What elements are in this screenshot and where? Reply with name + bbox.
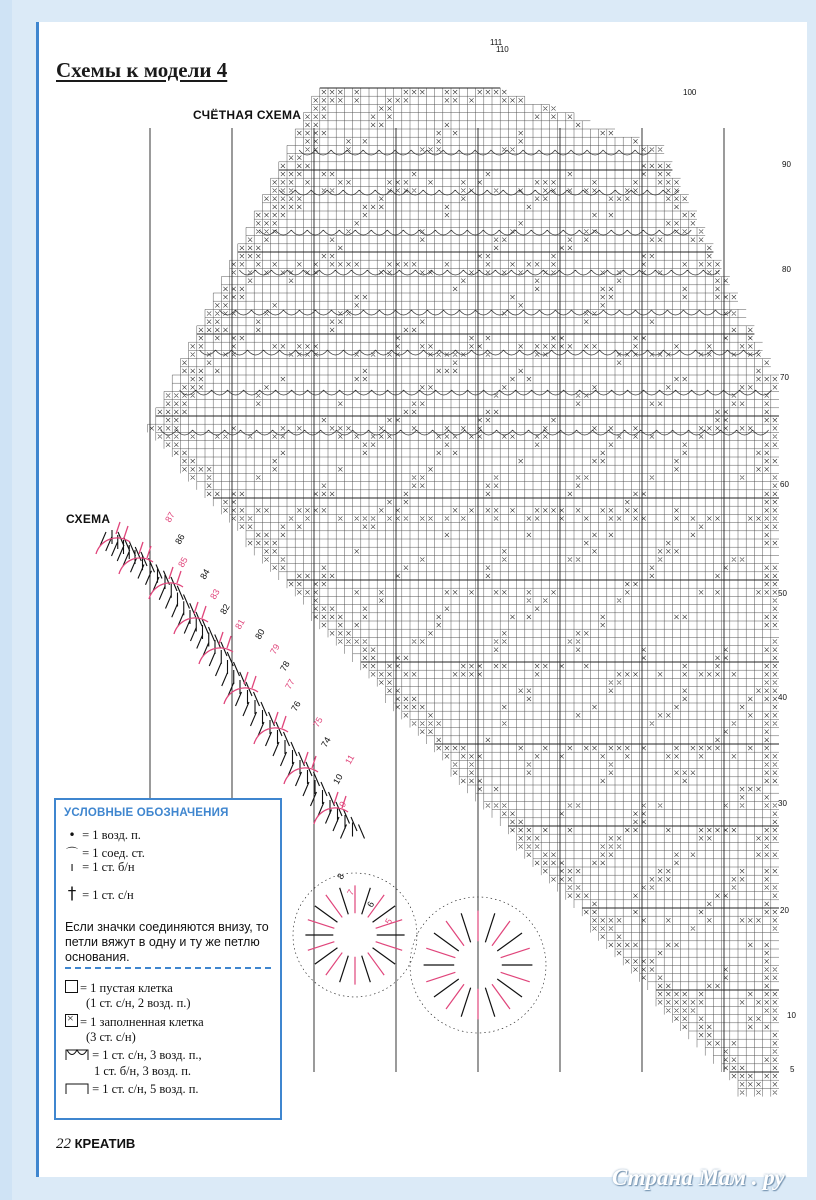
stitch-row-number: 6: [365, 899, 377, 909]
stitch-row-number: 8: [335, 871, 347, 881]
stitch-row-number: 78: [278, 659, 292, 673]
row-number: 10: [787, 1011, 796, 1020]
scheme-label: СХЕМА: [66, 512, 111, 526]
single-crochet-icon: ı: [70, 860, 74, 874]
legend-item-arch: = 1 ст. с/н, 3 возд. п.,: [65, 1048, 202, 1063]
stitch-row-number: 79: [268, 642, 282, 656]
stitch-row-number: 85: [176, 555, 190, 569]
stitch-row-number: 87: [163, 510, 177, 524]
legend-item-empty-cell-detail: (1 ст. с/н, 2 возд. п.): [86, 996, 191, 1010]
row-number: 40: [778, 693, 787, 702]
stitch-row-number: 82: [218, 602, 232, 616]
row-number: 5: [790, 1065, 795, 1074]
row-number: 100: [683, 88, 697, 97]
legend-item-single: ı = 1 ст. б/н: [65, 860, 135, 875]
stitch-row-number: 9: [337, 799, 349, 809]
empty-cell-icon: [65, 980, 78, 993]
arch-icon: [65, 1048, 89, 1061]
stitch-row-number: 77: [283, 677, 297, 691]
legend-item-double: † = 1 ст. с/н: [65, 884, 134, 904]
double-crochet-icon: †: [67, 884, 77, 904]
stitch-row-number: 83: [208, 587, 222, 601]
row-number: 80: [782, 265, 791, 274]
legend-item-filled-cell: ×= 1 заполненная клетка: [65, 1014, 204, 1030]
row-number: 50: [778, 589, 787, 598]
slip-stitch-icon: ⌒: [65, 846, 78, 860]
stitch-row-number: 80: [253, 627, 267, 641]
stitch-row-number: 86: [173, 532, 187, 546]
stitch-row-number: 84: [198, 567, 212, 581]
stitch-row-number: 75: [311, 715, 325, 729]
legend-item-empty-cell: = 1 пустая клетка: [65, 980, 173, 996]
row-number: 90: [782, 160, 791, 169]
legend-note: Если значки соединяются внизу, то петли вяжут в одну и ту же петлю основания.: [65, 920, 269, 964]
legend-item-bar: = 1 ст. с/н, 5 возд. п.: [65, 1082, 199, 1097]
filled-cell-icon: [65, 1014, 78, 1027]
page-number: 22: [56, 1136, 71, 1152]
page-footer: [56, 1136, 135, 1153]
stitch-row-number: 76: [289, 699, 303, 713]
legend-item-chain: • = 1 возд. п.: [65, 828, 141, 843]
stitch-row-number: 74: [319, 735, 333, 749]
counting-chart-label: СЧЁТНАЯ СХЕМА: [193, 108, 302, 122]
bar-icon: [65, 1082, 89, 1095]
legend-item-slip: ⌒ = 1 соед. ст.: [65, 846, 145, 860]
legend-item-arch-detail: 1 ст. б/н, 3 возд. п.: [94, 1064, 192, 1078]
row-number: 70: [780, 373, 789, 382]
row-number: 20: [780, 906, 789, 915]
stitch-row-number: 5: [383, 916, 395, 926]
legend-item-filled-cell-detail: (3 ст. с/н): [86, 1030, 136, 1044]
stitch-row-number: 7: [345, 887, 357, 897]
stitch-stem-pink: [96, 522, 348, 824]
magazine-name: КРЕАТИВ: [74, 1136, 136, 1151]
stitch-row-number: 11: [343, 752, 357, 766]
arch-marks: [161, 150, 772, 435]
legend-box: [54, 798, 282, 1120]
row-number: 110: [496, 45, 509, 54]
stitch-row-number: 81: [233, 617, 247, 631]
row-number: 30: [778, 799, 787, 808]
stitch-row-number: 10: [331, 772, 345, 786]
page-title: Схемы к модели 4: [56, 58, 228, 82]
site-watermark: Страна Мам . ру: [612, 1165, 785, 1190]
row-number: 60: [780, 480, 789, 489]
legend-heading: УСЛОВНЫЕ ОБОЗНАЧЕНИЯ: [64, 807, 229, 819]
legend-divider: [65, 967, 271, 969]
row-number: 111: [490, 38, 503, 47]
leaf-left: [293, 873, 417, 997]
chain-stitch-icon: •: [68, 828, 76, 842]
